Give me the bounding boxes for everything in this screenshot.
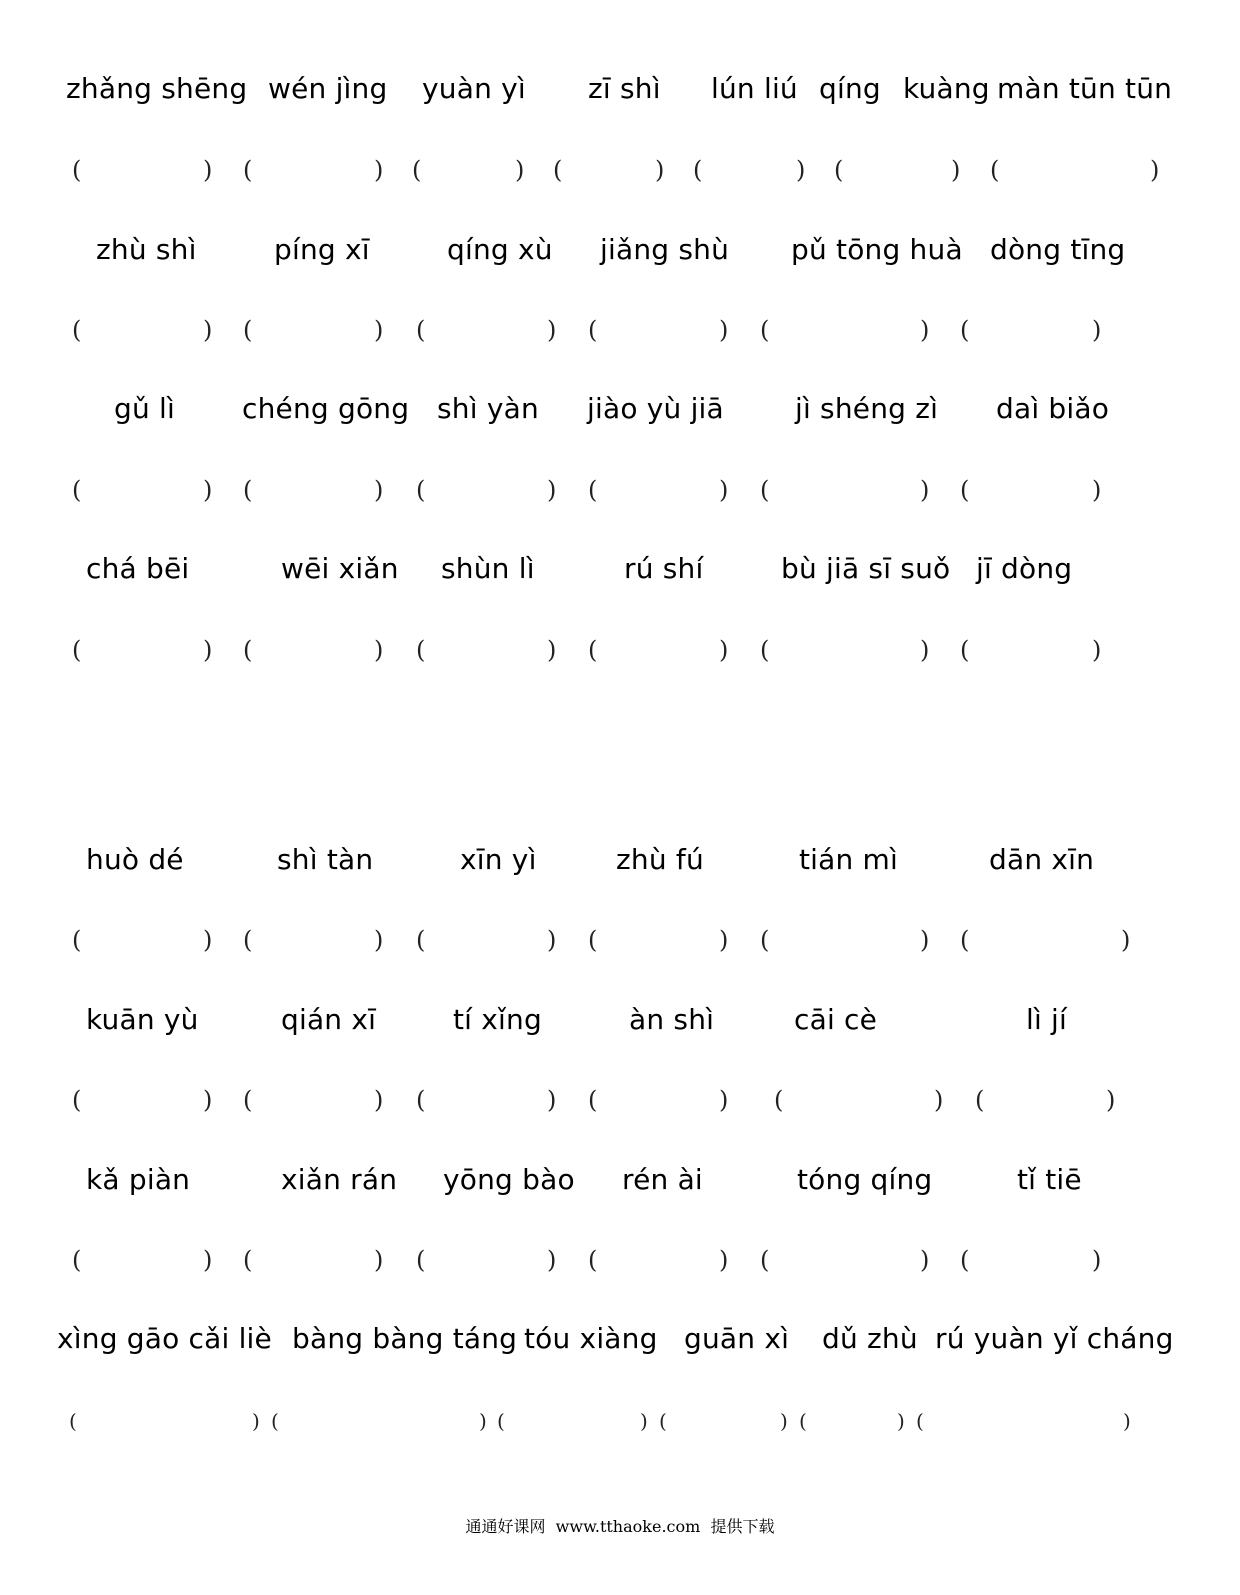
pinyin-word: qíng <box>819 72 881 105</box>
pinyin-word: dān xīn <box>989 843 1095 876</box>
open-bracket: ( <box>990 156 1000 184</box>
open-bracket: ( <box>916 1409 924 1433</box>
close-bracket: ) <box>719 476 729 504</box>
open-bracket: ( <box>416 636 426 664</box>
open-bracket: ( <box>588 1086 598 1114</box>
pinyin-word: shì tàn <box>277 843 374 876</box>
close-bracket: ) <box>203 476 213 504</box>
open-bracket: ( <box>416 316 426 344</box>
open-bracket: ( <box>834 156 844 184</box>
close-bracket: ) <box>719 1086 729 1114</box>
open-bracket: ( <box>497 1409 505 1433</box>
pinyin-word: zhù fú <box>616 843 704 876</box>
pinyin-word: lún liú <box>711 72 798 105</box>
close-bracket: ) <box>1106 1086 1116 1114</box>
open-bracket: ( <box>69 1409 77 1433</box>
pinyin-word: tí xǐng <box>453 1003 542 1036</box>
close-bracket: ) <box>203 1246 213 1274</box>
pinyin-word: wén jìng <box>268 72 388 105</box>
pinyin-word: pǔ tōng huà <box>791 233 963 266</box>
close-bracket: ) <box>479 1409 487 1433</box>
close-bracket: ) <box>1092 316 1102 344</box>
pinyin-word: zhù shì <box>96 233 197 266</box>
open-bracket: ( <box>588 1246 598 1274</box>
close-bracket: ) <box>951 156 961 184</box>
open-bracket: ( <box>416 926 426 954</box>
open-bracket: ( <box>760 316 770 344</box>
close-bracket: ) <box>374 1086 384 1114</box>
pinyin-word: lì jí <box>1026 1003 1068 1036</box>
pinyin-word: jī dòng <box>976 552 1073 585</box>
pinyin-word: gǔ lì <box>114 392 175 425</box>
pinyin-word: tóu xiàng <box>524 1322 658 1355</box>
open-bracket: ( <box>960 316 970 344</box>
open-bracket: ( <box>960 636 970 664</box>
close-bracket: ) <box>547 636 557 664</box>
pinyin-word: yōng bào <box>443 1163 575 1196</box>
pinyin-word: rú yuàn yǐ cháng <box>935 1322 1174 1355</box>
pinyin-word: rén ài <box>622 1163 703 1196</box>
pinyin-word: kuān yù <box>86 1003 199 1036</box>
pinyin-word: àn shì <box>629 1003 715 1036</box>
close-bracket: ) <box>719 636 729 664</box>
close-bracket: ) <box>920 636 930 664</box>
close-bracket: ) <box>920 1246 930 1274</box>
open-bracket: ( <box>416 476 426 504</box>
pinyin-word: chá bēi <box>86 552 190 585</box>
close-bracket: ) <box>252 1409 260 1433</box>
open-bracket: ( <box>588 316 598 344</box>
pinyin-word: zhǎng shēng <box>66 72 248 105</box>
open-bracket: ( <box>72 1086 82 1114</box>
footer-credit: 通通好课网 www.tthaoke.com 提供下载 <box>465 1517 775 1536</box>
pinyin-word: huò dé <box>86 843 184 876</box>
open-bracket: ( <box>774 1086 784 1114</box>
pinyin-word: jiǎng shù <box>600 233 730 266</box>
close-bracket: ) <box>547 1086 557 1114</box>
close-bracket: ) <box>374 316 384 344</box>
open-bracket: ( <box>72 316 82 344</box>
close-bracket: ) <box>1092 476 1102 504</box>
open-bracket: ( <box>72 476 82 504</box>
open-bracket: ( <box>760 476 770 504</box>
pinyin-word: cāi cè <box>794 1003 878 1036</box>
pinyin-word: daì biǎo <box>996 392 1110 425</box>
close-bracket: ) <box>655 156 665 184</box>
close-bracket: ) <box>719 316 729 344</box>
pinyin-word: qián xī <box>281 1003 377 1036</box>
open-bracket: ( <box>553 156 563 184</box>
pinyin-word: xiǎn rán <box>281 1163 398 1196</box>
pinyin-word: zī shì <box>588 72 661 105</box>
pinyin-word: xìng gāo cǎi liè <box>57 1322 272 1355</box>
open-bracket: ( <box>243 476 253 504</box>
pinyin-word: píng xī <box>274 233 370 266</box>
open-bracket: ( <box>72 156 82 184</box>
open-bracket: ( <box>416 1086 426 1114</box>
open-bracket: ( <box>588 476 598 504</box>
close-bracket: ) <box>920 926 930 954</box>
close-bracket: ) <box>920 316 930 344</box>
close-bracket: ) <box>719 1246 729 1274</box>
close-bracket: ) <box>547 476 557 504</box>
pinyin-word: jiào yù jiā <box>587 392 724 425</box>
close-bracket: ) <box>796 156 806 184</box>
open-bracket: ( <box>243 926 253 954</box>
open-bracket: ( <box>243 156 253 184</box>
close-bracket: ) <box>515 156 525 184</box>
close-bracket: ) <box>203 1086 213 1114</box>
open-bracket: ( <box>243 316 253 344</box>
pinyin-word: qíng xù <box>447 233 553 266</box>
pinyin-word: jì shéng zì <box>795 392 939 425</box>
open-bracket: ( <box>72 636 82 664</box>
close-bracket: ) <box>1092 636 1102 664</box>
pinyin-word: dǔ zhù <box>822 1322 918 1355</box>
pinyin-word: dòng tīng <box>990 233 1126 266</box>
close-bracket: ) <box>374 476 384 504</box>
pinyin-word: tǐ tiē <box>1017 1163 1082 1196</box>
pinyin-word: shì yàn <box>437 392 539 425</box>
open-bracket: ( <box>243 1246 253 1274</box>
open-bracket: ( <box>588 926 598 954</box>
close-bracket: ) <box>640 1409 648 1433</box>
close-bracket: ) <box>1121 926 1131 954</box>
close-bracket: ) <box>374 156 384 184</box>
open-bracket: ( <box>271 1409 279 1433</box>
open-bracket: ( <box>960 476 970 504</box>
open-bracket: ( <box>960 1246 970 1274</box>
close-bracket: ) <box>203 316 213 344</box>
open-bracket: ( <box>412 156 422 184</box>
pinyin-word: wēi xiǎn <box>281 552 399 585</box>
open-bracket: ( <box>243 1086 253 1114</box>
close-bracket: ) <box>374 636 384 664</box>
open-bracket: ( <box>975 1086 985 1114</box>
close-bracket: ) <box>203 926 213 954</box>
pinyin-word: tián mì <box>799 843 899 876</box>
open-bracket: ( <box>659 1409 667 1433</box>
close-bracket: ) <box>203 636 213 664</box>
close-bracket: ) <box>934 1086 944 1114</box>
pinyin-word: bàng bàng táng <box>292 1322 518 1355</box>
close-bracket: ) <box>1150 156 1160 184</box>
open-bracket: ( <box>960 926 970 954</box>
close-bracket: ) <box>897 1409 905 1433</box>
pinyin-word: shùn lì <box>441 552 535 585</box>
close-bracket: ) <box>203 156 213 184</box>
pinyin-word: rú shí <box>624 552 704 585</box>
pinyin-word: kuàng <box>903 72 990 105</box>
close-bracket: ) <box>1092 1246 1102 1274</box>
close-bracket: ) <box>374 1246 384 1274</box>
open-bracket: ( <box>72 1246 82 1274</box>
close-bracket: ) <box>780 1409 788 1433</box>
close-bracket: ) <box>920 476 930 504</box>
open-bracket: ( <box>693 156 703 184</box>
pinyin-word: kǎ piàn <box>86 1163 191 1196</box>
open-bracket: ( <box>416 1246 426 1274</box>
open-bracket: ( <box>72 926 82 954</box>
close-bracket: ) <box>547 926 557 954</box>
open-bracket: ( <box>799 1409 807 1433</box>
close-bracket: ) <box>374 926 384 954</box>
pinyin-word: xīn yì <box>460 843 537 876</box>
close-bracket: ) <box>1123 1409 1131 1433</box>
pinyin-word: chéng gōng <box>242 392 410 425</box>
open-bracket: ( <box>243 636 253 664</box>
open-bracket: ( <box>760 926 770 954</box>
pinyin-word: màn tūn tūn <box>997 72 1173 105</box>
close-bracket: ) <box>719 926 729 954</box>
close-bracket: ) <box>547 1246 557 1274</box>
open-bracket: ( <box>760 1246 770 1274</box>
pinyin-word: tóng qíng <box>797 1163 933 1196</box>
pinyin-word: bù jiā sī suǒ <box>781 552 951 585</box>
open-bracket: ( <box>588 636 598 664</box>
close-bracket: ) <box>547 316 557 344</box>
open-bracket: ( <box>760 636 770 664</box>
pinyin-word: guān xì <box>684 1322 790 1355</box>
pinyin-word: yuàn yì <box>422 72 526 105</box>
